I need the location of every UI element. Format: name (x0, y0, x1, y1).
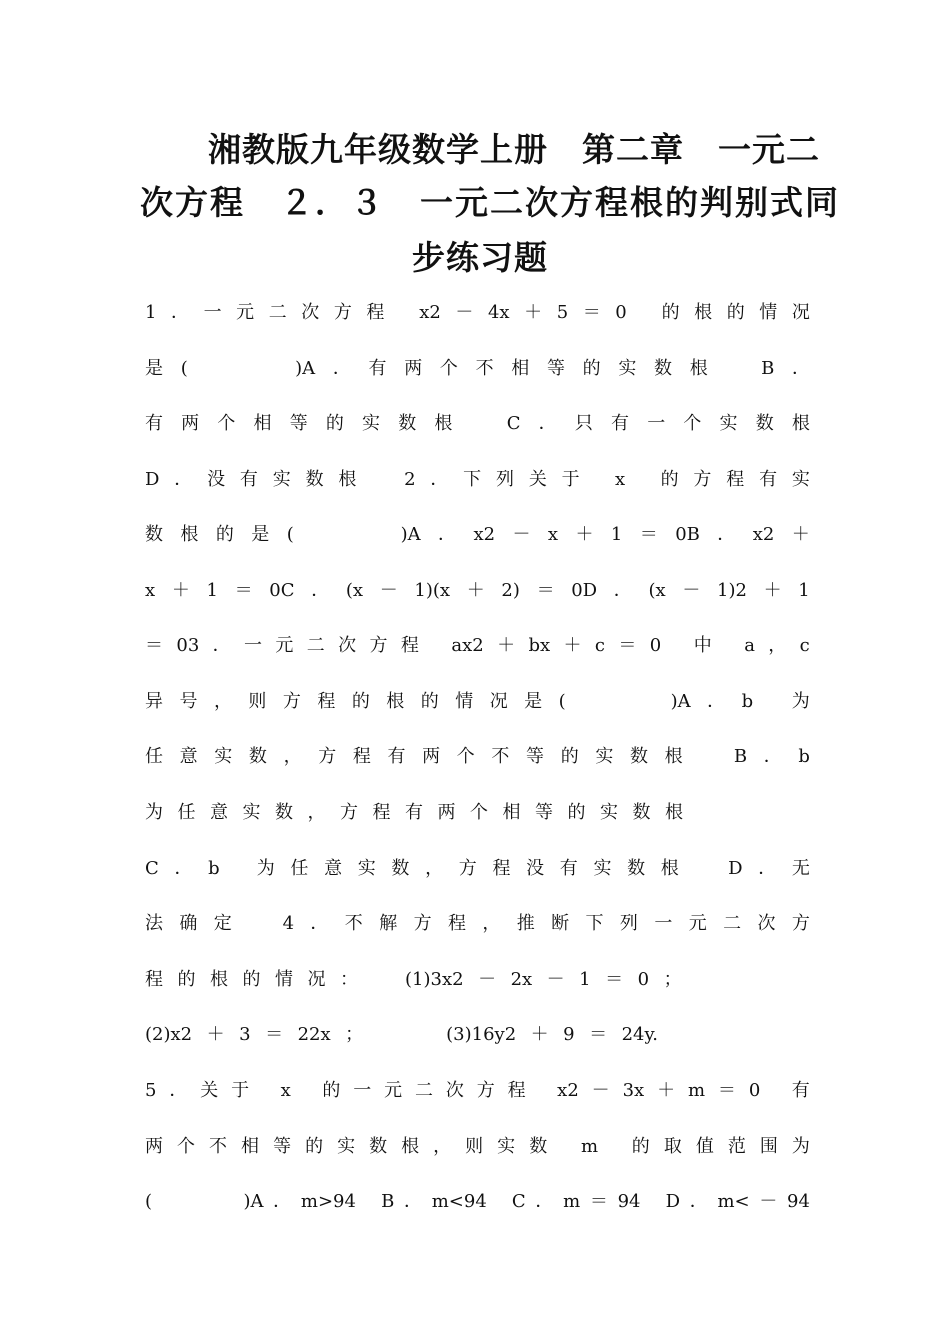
text-line: (2)x2 ＋ 3 ＝ 22x ； (3)16y2 ＋ 9 ＝ 24y. (145, 1024, 659, 1045)
document-title-line-3: 步练习题 (412, 238, 548, 277)
text-line: x ＋ 1 ＝ 0C ． (x － 1)(x ＋ 2) ＝ 0D ． (x － 1)2 ＋ 1 (145, 580, 810, 601)
document-title-line-1: 湘教版九年级数学上册 第二章 一元二 (208, 130, 820, 169)
text-line: ＝ 03 ． 一 元 二 次 方 程 ax2 ＋ bx ＋ c ＝ 0 中 a ， c (145, 635, 810, 656)
text-line: 为 任 意 实 数 ， 方 程 有 两 个 相 等 的 实 数 根 (145, 802, 683, 823)
text-line: 任 意 实 数 ， 方 程 有 两 个 不 等 的 实 数 根 B ． b (145, 746, 810, 767)
text-line: D ． 没 有 实 数 根 2 ． 下 列 关 于 x 的 方 程 有 实 (145, 469, 810, 490)
text-line: ( )A ． m>94 B ． m<94 C ． m ＝ 94 D ． m< － 94 (145, 1191, 810, 1212)
text-line: C ． b 为 任 意 实 数 ， 方 程 没 有 实 数 根 D ． 无 (145, 858, 810, 879)
text-line: 异 号 ， 则 方 程 的 根 的 情 况 是 ( )A ． b 为 (145, 691, 810, 712)
document-title-line-2: 次方程 ２．３ 一元二次方程根的判别式同 (140, 183, 840, 222)
text-line: 数 根 的 是 ( )A ． x2 － x ＋ 1 ＝ 0B ． x2 ＋ (145, 524, 810, 545)
text-line: 有 两 个 相 等 的 实 数 根 C ． 只 有 一 个 实 数 根 (145, 413, 810, 434)
text-line: 法 确 定 4 ． 不 解 方 程 ， 推 断 下 列 一 元 二 次 方 (145, 913, 810, 934)
text-line: 5 ． 关 于 x 的 一 元 二 次 方 程 x2 － 3x ＋ m ＝ 0 有 (145, 1080, 810, 1101)
text-line: 是 ( )A ． 有 两 个 不 相 等 的 实 数 根 B ． (145, 358, 810, 379)
text-line: 两 个 不 相 等 的 实 数 根 ， 则 实 数 m 的 取 值 范 围 为 (145, 1136, 810, 1157)
text-line: 程 的 根 的 情 况 ： (1)3x2 － 2x － 1 ＝ 0 ； (145, 969, 682, 990)
text-line: 1 ． 一 元 二 次 方 程 x2 － 4x ＋ 5 ＝ 0 的 根 的 情 况 (145, 302, 810, 323)
